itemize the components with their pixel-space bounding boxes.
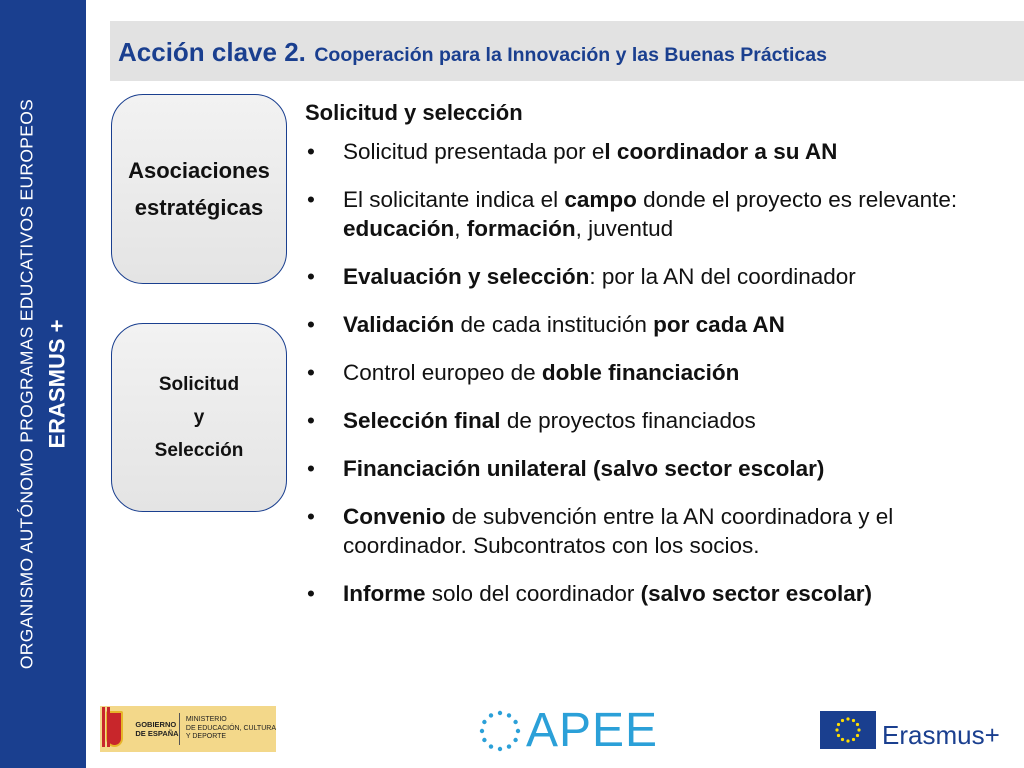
bullet-text-bold: Validación — [343, 312, 455, 337]
gobierno-text — [135, 720, 179, 738]
bullet-text-bold: Informe — [343, 581, 426, 606]
bullet-text-bold: Convenio — [343, 504, 446, 529]
bullet-item — [305, 137, 1005, 166]
sidebar-program: ERASMUS + — [44, 319, 70, 449]
page-title — [118, 37, 827, 68]
bullet-text: de subvención entre la AN coordinadora y el coordinador. Subcontratos con los socios. — [343, 504, 894, 558]
bullet-text-bold: campo — [564, 187, 637, 212]
bullet-text: Control europeo de — [343, 360, 542, 385]
title-sub: Cooperación para la Innovación y las Buenas Prácticas — [314, 44, 827, 66]
sidebar-organization: ORGANISMO AUTÓNOMO PROGRAMAS EDUCATIVOS EUROPEOS — [16, 98, 37, 670]
section-heading: Solicitud y selección — [305, 100, 523, 125]
eu-flag-icon — [820, 711, 876, 749]
bullet-text: de proyectos financiados — [500, 408, 756, 433]
bullet-text-bold: Financiación unilateral (salvo sector escolar) — [343, 456, 825, 481]
bullet-text-bold: por cada AN — [653, 312, 785, 337]
box-asociaciones — [111, 94, 287, 284]
title-bar — [110, 21, 1024, 81]
bullet-item — [305, 502, 1005, 560]
bullet-text: solo del coordinador — [425, 581, 641, 606]
gobierno-line2: DE ESPAÑA — [135, 729, 179, 738]
bullet-text: , juventud — [575, 216, 674, 241]
box-solicitud-line2: y — [193, 407, 205, 428]
bullet-text: de cada institución — [454, 312, 654, 337]
bullet-text-bold: Selección final — [343, 408, 501, 433]
sidebar-band — [0, 0, 86, 768]
bullet-text: : por la AN del coordinador — [589, 264, 856, 289]
bullet-text-bold: (salvo sector escolar) — [640, 581, 873, 606]
logo-divider — [179, 713, 180, 745]
apee-logo — [478, 706, 658, 756]
box-asociaciones-line1: Asociaciones — [128, 158, 270, 183]
bullet-text: , — [454, 216, 467, 241]
bullet-text: donde el proyecto es relevante: — [636, 187, 958, 212]
bullet-item — [305, 454, 1005, 483]
box-solicitud-line3: Selección — [154, 440, 244, 461]
box-solicitud-line1: Solicitud — [158, 374, 240, 395]
bullet-text-bold: formación — [466, 216, 576, 241]
bullet-item — [305, 185, 1005, 243]
ministerio-line1: MINISTERIO — [185, 716, 227, 724]
ministerio-line2: DE EDUCACIÓN, CULTURA — [185, 724, 276, 732]
sidebar-text — [16, 0, 69, 768]
bullet-item — [305, 310, 1005, 339]
ministerio-line3: Y DEPORTE — [185, 733, 227, 741]
bullet-text: Solicitud presentada por e — [343, 139, 605, 164]
bullet-item — [305, 358, 1005, 387]
coat-of-arms-icon — [106, 711, 123, 747]
bullet-item — [305, 579, 1005, 608]
bullet-text-bold: Evaluación y selección — [343, 264, 590, 289]
erasmus-logo-text: Erasmus+ — [882, 720, 1000, 750]
bullet-text-bold: educación — [343, 216, 455, 241]
bullet-list — [305, 137, 1005, 608]
box-asociaciones-line2: estratégicas — [134, 195, 264, 220]
apee-circle-icon — [478, 709, 522, 753]
apee-text: APEE — [526, 704, 659, 757]
bullet-item — [305, 406, 1005, 435]
bullet-text-bold: l coordinador a su AN — [604, 139, 838, 164]
ministerio-text — [186, 716, 276, 742]
gobierno-logo — [100, 706, 276, 752]
bullet-item — [305, 262, 1005, 291]
box-solicitud — [111, 323, 287, 512]
gobierno-line1: GOBIERNO — [135, 720, 177, 729]
bullet-text-bold: doble financiación — [541, 360, 740, 385]
title-main: Acción clave 2. — [118, 37, 306, 67]
content-area — [305, 100, 1005, 627]
bullet-text: El solicitante indica el — [343, 187, 565, 212]
